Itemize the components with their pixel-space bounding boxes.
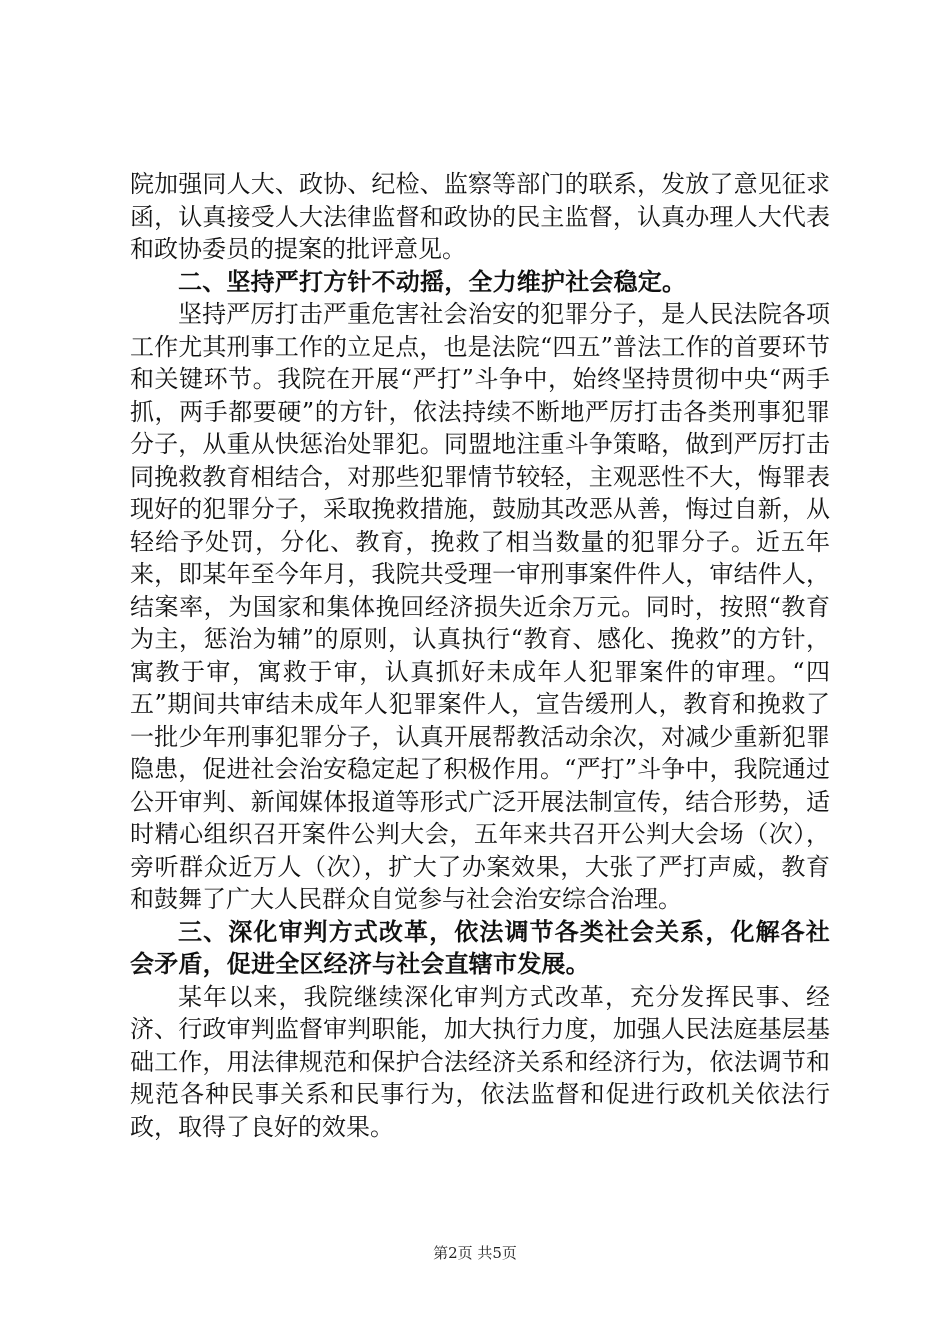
- document-body: [130, 168, 830, 1143]
- page-number-footer: 第2页 共5页: [433, 1244, 517, 1262]
- section-heading-2: 二、坚持严打方针不动摇，全力维护社会稳定。: [178, 267, 687, 296]
- paragraph-strike-hard: 坚持严厉打击严重危害社会治安的犯罪分子，是人民法院各项工作尤其刑事工作的立足点，也是法院“四五”普法工作的首要环节和关键环节。我院在开展“严打”斗争中，始终坚持贯彻中央“两手抓，两手都要硬”的方针，依法持续不断地严厉打击各类刑事犯罪分子，从重从快惩治处罪犯。同盟地注重斗争策略，做到严厉打击同挽救教育相结合，对那些犯罪情节较轻，主观恶性不大，悔罪表现好的犯罪分子，采取挽救措施，鼓励其改恶从善，悔过自新，从轻给予处罚，分化、教育，挽救了相当数量的犯罪分子。近五年来，即某年至今年月，我院共受理一审刑事案件件人，审结件人，结案率，为国家和集体挽回经济损失近余万元。同时，按照“教育为主，惩治为辅”的原则，认真执行“教育、感化、挽救”的方针，寓教于审，寓救于审，认真抓好未成年人犯罪案件的审理。“四五”期间共审结未成年人犯罪案件人，宣告缓刑人，教育和挽救了一批少年刑事犯罪分子，认真开展帮教活动余次，对减少重新犯罪隐患，促进社会治安稳定起了积极作用。“严打”斗争中，我院通过公开审判、新闻媒体报道等形式广泛开展法制宣传，结合形势，适时精心组织召开案件公判大会，五年来共召开公判大会场（次），旁听群众近万人（次），扩大了办案效果，大张了严打声威，教育和鼓舞了广大人民群众自觉参与社会治安综合治理。: [130, 300, 830, 913]
- paragraph-continuation: 院加强同人大、政协、纪检、监察等部门的联系，发放了意见征求函，认真接受人大法律监督和政协的民主监督，认真办理人大代表和政协委员的提案的批评意见。: [130, 170, 830, 263]
- section-heading-3: 三、深化审判方式改革，依法调节各类社会关系，化解各社会矛盾，促进全区经济与社会直辖市发展。: [130, 917, 830, 978]
- paragraph-trial-reform: 某年以来，我院继续深化审判方式改革，充分发挥民事、经济、行政审判监督审判职能，加大执行力度，加强人民法庭基层基础工作，用法律规范和保护合法经济关系和经济行为，依法调节和规范各种民事关系和民事行为，依法监督和促进行政机关依法行政，取得了良好的效果。: [130, 982, 830, 1141]
